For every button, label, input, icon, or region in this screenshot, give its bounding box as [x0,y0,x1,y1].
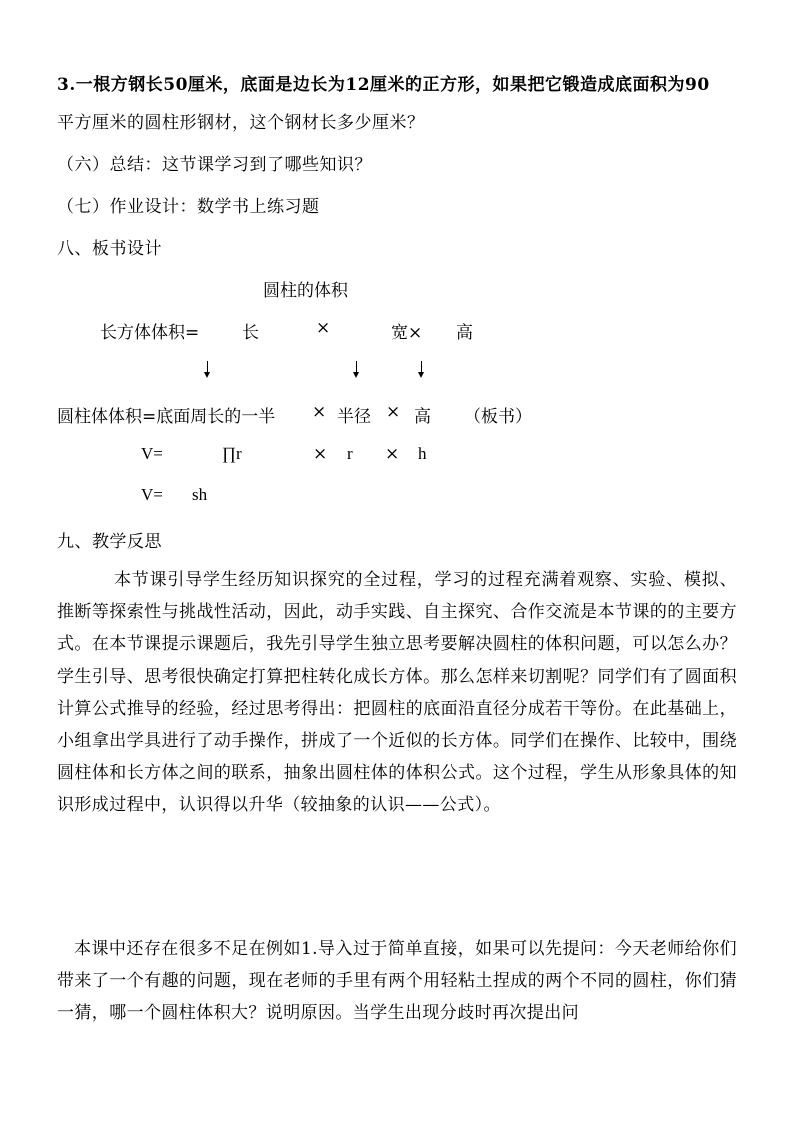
reflection-paragraph-1: 本节课引导学生经历知识探究的全过程，学习的过程充满着观察、实验、模拟、推断等探索性与挑战性活动，因此，动手实践、自主探究、合作交流是本节课的的主要方式。在本节课提示课题后，我先引导学生独立思考要解决圆柱的体积问题，可以怎么办？学生引导、思考很快确定打算把柱转化成长方体。那么怎样来切割呢？同学们有了圆面积计算公式推导的经验，经过思考得出：把圆柱的底面沿直径分成若干等份。在此基础上，小组拿出学具进行了动手操作，拼成了一个近似的长方体。同学们在操作、比较中，围绕圆柱体和长方体之间的联系，抽象出圆柱体的体积公式。这个过程，学生从形象具体的知识形成过程中，认识得以升华（较抽象的认识——公式）。 [57,570,737,816]
reflection-paragraph-2: 本课中还存在很多不足在例如1.导入过于简单直接，如果可以先提问：今天老师给你们带来了一个有趣的问题，现在老师的手里有两个用轻粘土捏成的两个不同的圆柱，你们猜一猜，哪一个圆柱体积大？说明原因。当学生出现分歧时再次提出问 [57,939,737,1024]
multiply-sign: × [313,444,328,464]
problem-3-line-2: 平方厘米的圆柱形钢材，这个钢材长多少厘米？ [57,113,425,133]
formula-pi-r: ∏r [222,444,242,463]
cuboid-height: 高 [456,323,473,343]
formula-h: h [418,444,427,463]
formula-v-label: V= [141,444,163,463]
multiply-sign: × [386,402,401,422]
board-title: 圆柱的体积 [263,281,348,301]
cylinder-height: 高 [414,407,431,427]
section-7-homework: （七）作业设计：数学书上练习题 [57,197,320,217]
cuboid-width: 宽× [391,323,423,343]
section-8-heading: 八、板书设计 [57,239,162,259]
board-note: （板书） [464,407,532,427]
cuboid-length: 长 [242,323,259,343]
formula-r: r [347,444,353,463]
formula-v-label: V= [141,485,163,504]
problem-3-line-1: 3.一根方钢长50厘米，底面是边长为12厘米的正方形，如果把它锻造成底面积为90 [57,75,710,95]
section-9-heading: 九、教学反思 [57,532,162,552]
multiply-sign: × [312,402,327,422]
cylinder-volume-label: 圆柱体体积=底面周长的一半 [57,407,276,427]
formula-sh: sh [192,485,208,504]
multiply-sign: × [385,444,400,464]
multiply-sign: × [316,318,331,338]
cylinder-radius: 半径 [337,407,371,427]
section-6-summary: （六）总结：这节课学习到了哪些知识？ [57,155,372,175]
cuboid-volume-label: 长方体体积= [100,323,200,343]
